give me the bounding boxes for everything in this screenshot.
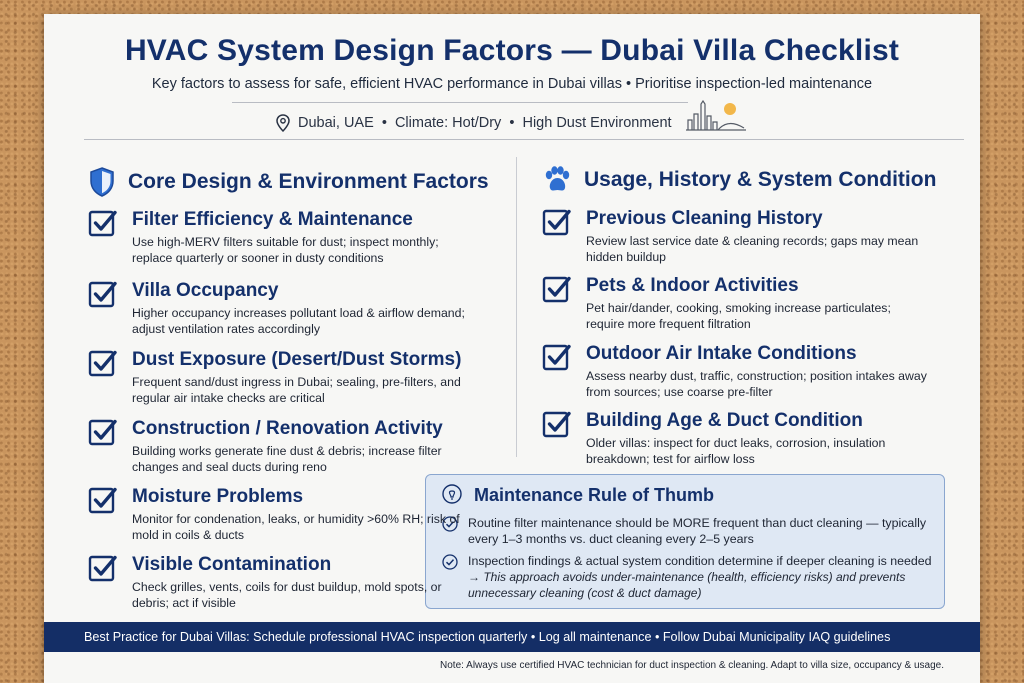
checklist-item-description: Frequent sand/dust ingress in Dubai; sealing, pre-filters, and regular air intake checks are critical [132, 375, 461, 405]
checklist-poster [44, 14, 980, 683]
divider [232, 102, 688, 103]
shield-icon [88, 166, 116, 198]
left-column-heading-text: Core Design & Environment Factors [128, 170, 489, 193]
checklist-item [542, 343, 932, 400]
right-column-heading-text: Usage, History & System Condition [584, 168, 937, 191]
rule-box-line-2 [442, 553, 938, 601]
checklist-item-title: Filter Efficiency & Maintenance [132, 209, 413, 230]
checklist-item [88, 349, 478, 406]
checklist-item-title: Moisture Problems [132, 486, 304, 507]
checklist-item-description: Use high-MERV filters suitable for dust; inspect monthly; replace quarterly or sooner in dusty conditions [132, 235, 439, 265]
checklist-item-description: Pet hair/dander, cooking, smoking increase particulates; require more frequent filtration [586, 301, 891, 331]
checklist-item [88, 554, 478, 611]
checklist-item-title: Building Age & Duct Condition [586, 410, 863, 431]
best-practice-banner: Best Practice for Dubai Villas: Schedule professional HVAC inspection quarterly • Log all maintenance • Follow Dubai Municipality IAQ guidelines [44, 622, 980, 652]
rule-box-note: → This approach avoids under-maintenance (health, efficiency risks) and prevents unnecessary cleaning (cost & duct damage) [468, 570, 906, 600]
rule-box-title-text: Maintenance Rule of Thumb [474, 484, 715, 505]
checklist-item-description: Review last service date & cleaning records; gaps may mean hidden buildup [586, 234, 919, 264]
checkbox-checked-icon [542, 409, 572, 439]
checklist-item-description: Older villas: inspect for duct leaks, corrosion, insulation breakdown; test for airflow loss [586, 436, 886, 466]
rule-box-line-1-text: Routine filter maintenance should be MORE frequent than duct cleaning — typically every 1–3 months vs. duct cleaning every 2–5 years [468, 516, 927, 546]
checklist-item-title: Construction / Renovation Activity [132, 418, 443, 439]
checklist-item [88, 280, 478, 337]
checkbox-checked-icon [88, 553, 118, 583]
dubai-skyline-icon [684, 100, 748, 132]
column-divider [516, 157, 517, 457]
checkbox-checked-icon [542, 274, 572, 304]
checklist-item [542, 275, 932, 332]
checklist-item [88, 418, 478, 475]
divider [84, 139, 964, 140]
checkbox-checked-icon [88, 485, 118, 515]
checklist-item [542, 410, 932, 467]
checklist-item [88, 486, 478, 543]
maintenance-rule-box [425, 474, 945, 609]
checklist-item-title: Visible Contamination [132, 554, 332, 575]
checkbox-checked-icon [88, 348, 118, 378]
checkbox-checked-icon [542, 342, 572, 372]
location-text: Dubai, UAE • Climate: Hot/Dry • High Dust Environment [298, 115, 672, 131]
footnote: Note: Always use certified HVAC technician for duct inspection & cleaning. Adapt to villa size, occupancy & usage. [440, 660, 944, 671]
checklist-item-title: Dust Exposure (Desert/Dust Storms) [132, 349, 462, 370]
checklist-item-title: Outdoor Air Intake Conditions [586, 343, 857, 364]
location-line [276, 114, 672, 132]
checklist-item-description: Higher occupancy increases pollutant load & airflow demand; adjust ventilation rates accordingly [132, 306, 465, 336]
checklist-item-description: Monitor for condenation, leaks, or humidity >60% RH; risk of mold in coils & ducts [132, 512, 460, 542]
checklist-item-title: Villa Occupancy [132, 280, 279, 301]
checklist-item-description: Assess nearby dust, traffic, construction; position intakes away from sources; use coarse pre-filter [586, 369, 927, 399]
right-column-heading [542, 166, 936, 194]
checkbox-checked-icon [88, 279, 118, 309]
left-column-heading [88, 166, 489, 198]
paw-icon [542, 166, 572, 194]
checkbox-checked-icon [88, 208, 118, 238]
checklist-item [542, 208, 932, 265]
location-pin-icon [276, 114, 290, 132]
checkbox-checked-icon [542, 207, 572, 237]
checklist-item-title: Previous Cleaning History [586, 208, 823, 229]
checklist-item-description: Building works generate fine dust & debris; increase filter changes and seal ducts during reno [132, 444, 442, 474]
checklist-item [88, 209, 478, 266]
checklist-item-title: Pets & Indoor Activities [586, 275, 799, 296]
checklist-item-description: Check grilles, vents, coils for dust buildup, mold spots, or debris; act if visible [132, 580, 442, 610]
page-subtitle: Key factors to assess for safe, efficient HVAC performance in Dubai villas • Prioritise inspection-led maintenance [151, 76, 873, 92]
rule-box-line-1 [442, 515, 938, 547]
rule-box-title [442, 484, 714, 506]
rule-box-line-2-text: Inspection findings & actual system condition determine if deeper cleaning is needed [468, 554, 932, 568]
checkbox-checked-icon [88, 417, 118, 447]
page-title: HVAC System Design Factors — Dubai Villa Checklist [124, 34, 900, 67]
